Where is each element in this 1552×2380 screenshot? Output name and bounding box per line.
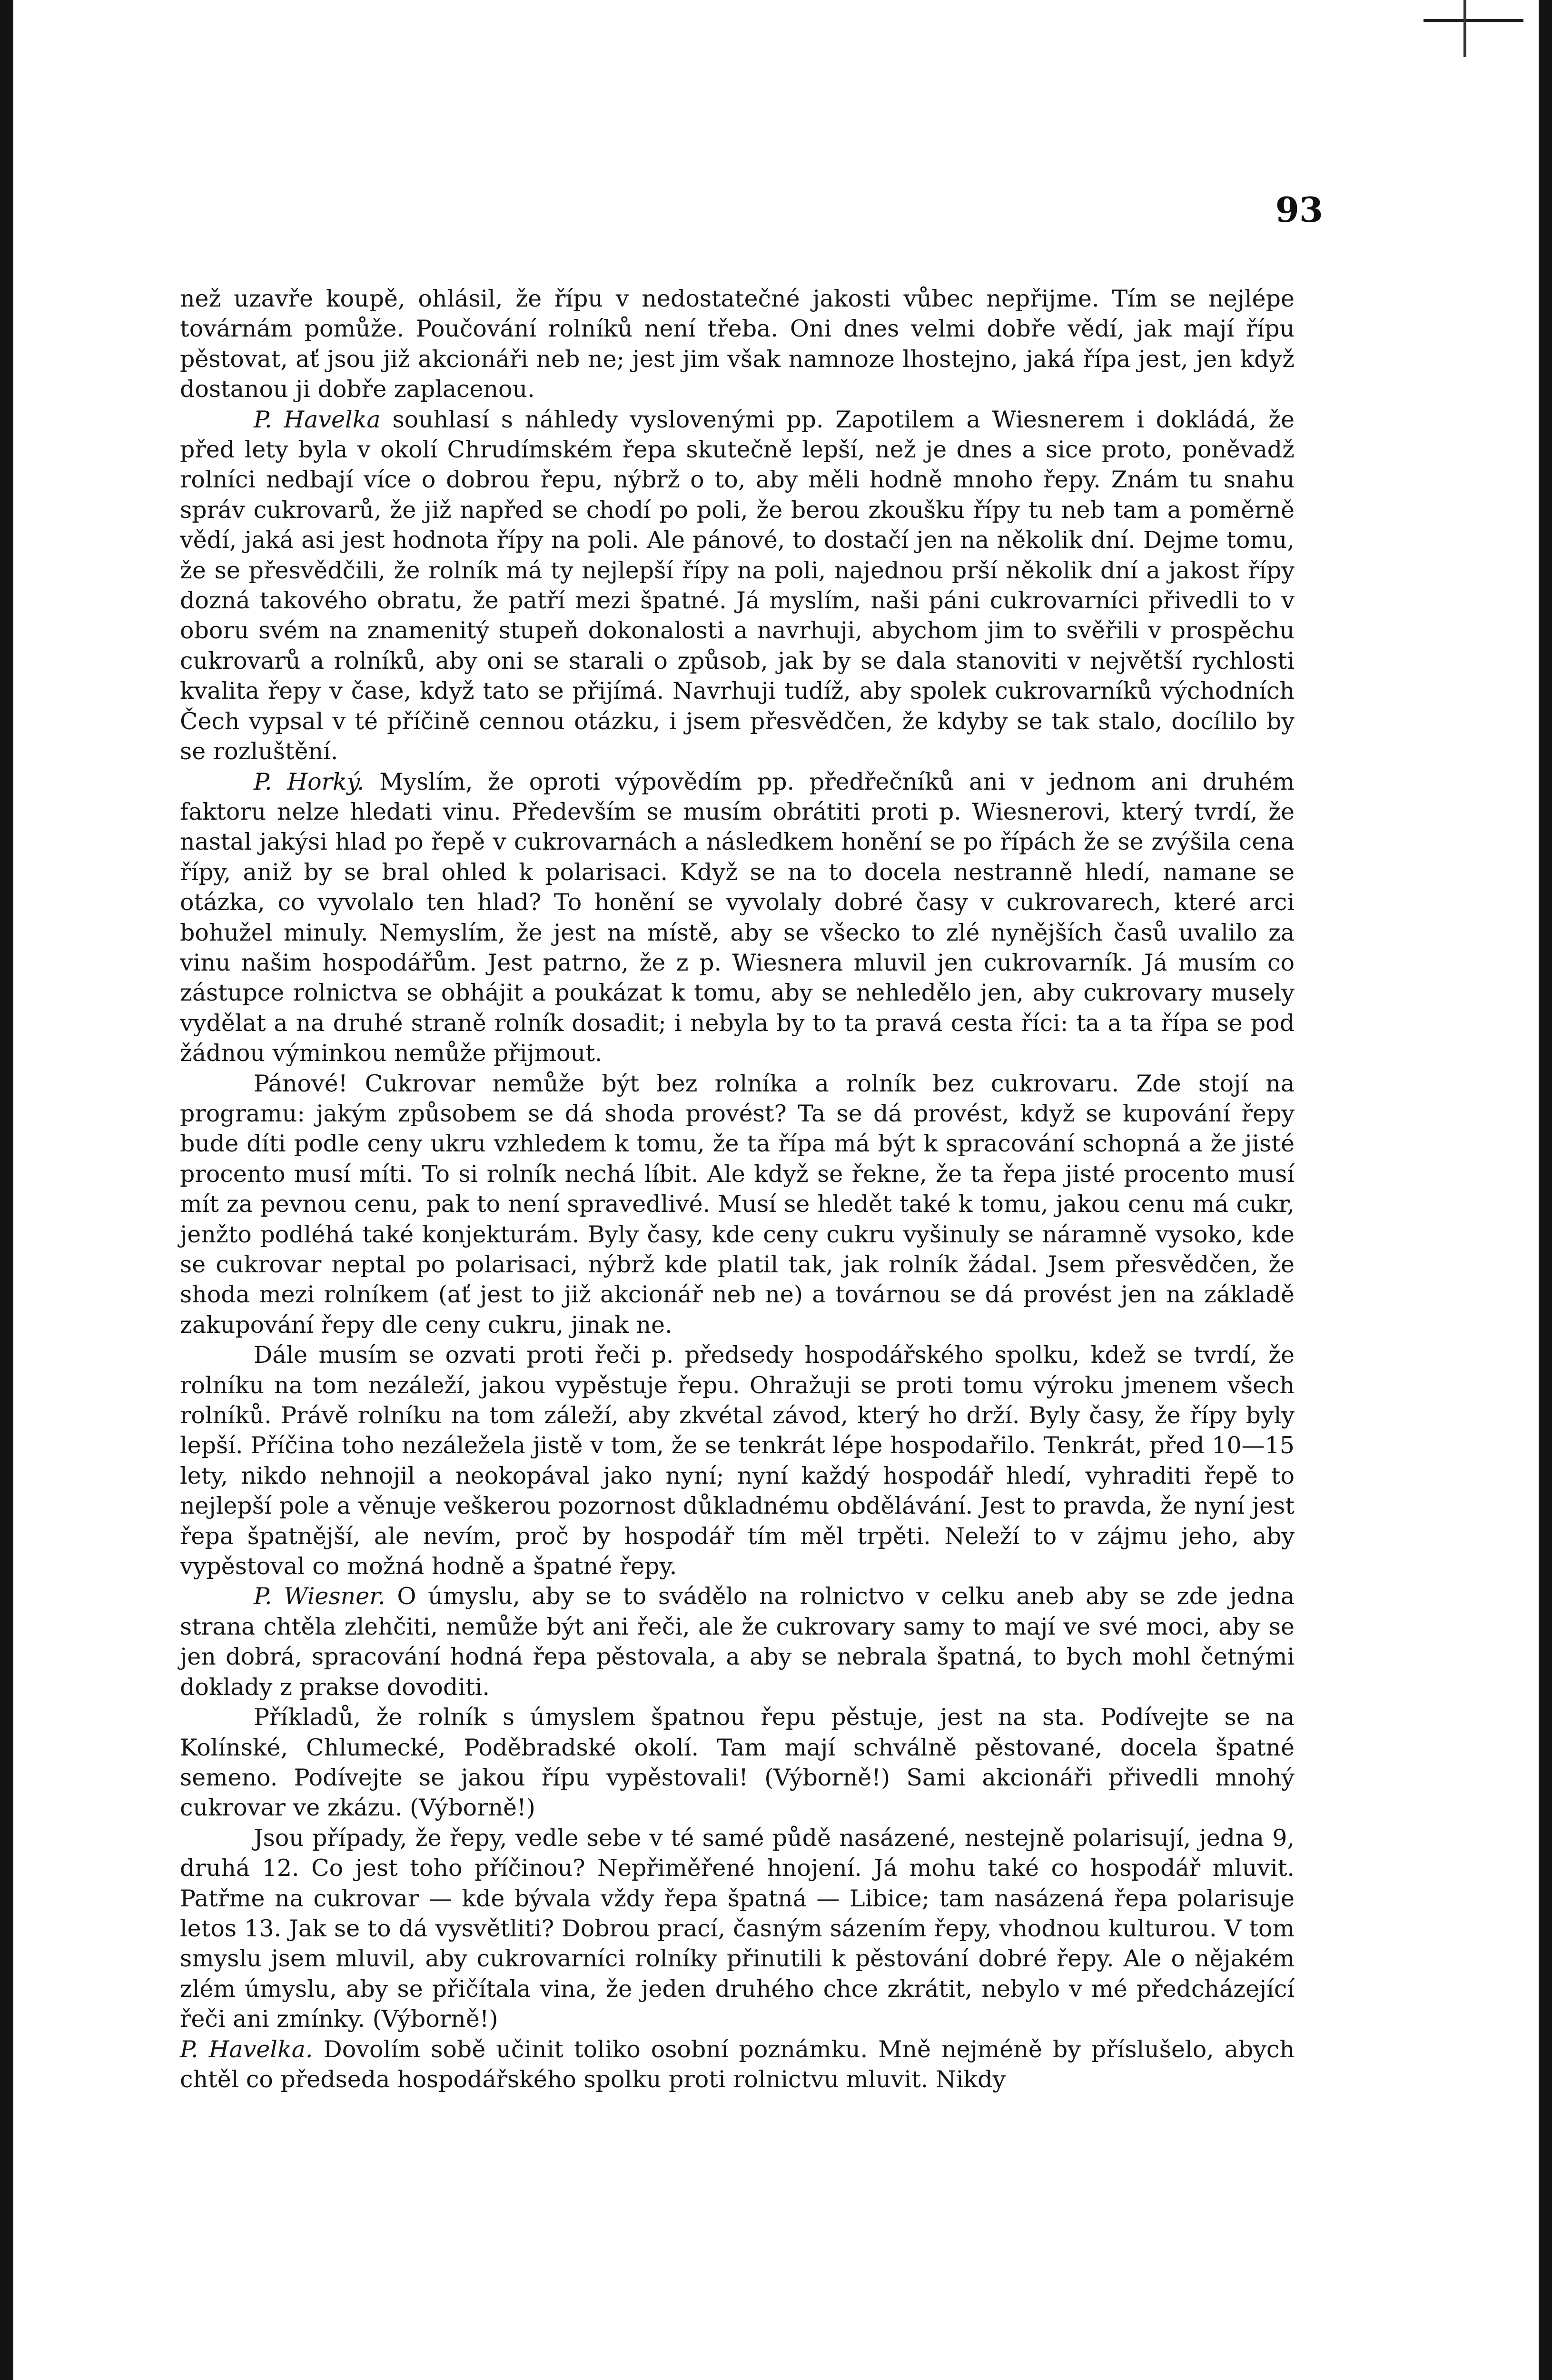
scan-border-left: [0, 0, 13, 2380]
scan-border-right: [1539, 0, 1552, 2380]
paragraph-text: Jsou případy, že řepy, vedle sebe v té samé půdě nasázené, nestejně polarisují, jedna 9, druhá 12. Co jest toho příčinou? Nepřiměřené hnojení. Já mohu také co hospodář mluvit. Patřme na cukrovar — kde bývala vždy řepa špatná — Libice; tam nasázená řepa polarisuje letos 13. Jak se to dá vysvětliti? Dobrou prací, časným sázením řepy, vhodnou kulturou. V tom smyslu jsem mluvil, aby cukrovarníci rolníky přinutili k pěstování dobré řepy. Ale o nějakém zlém úmyslu, aby se přičítala vina, že jeden druhého chce zkrátit, nebylo v mé předcházející řeči ani zmínky. (Výborně!): [180, 1824, 1295, 2033]
paragraph: [180, 1069, 1295, 1340]
body-text: [180, 284, 1295, 2094]
paragraph-text: Dovolím sobě učinit toliko osobní poznámku. Mně nejméně by příslušelo, abych chtěl co předseda hospodářského spolku proti rolnictvu mluvit. Nikdy: [180, 2035, 1295, 2093]
speaker-name: P. Horký.: [254, 768, 365, 795]
scan-corner-mark-vertical: [1463, 0, 1466, 57]
paragraph: [180, 1823, 1295, 2034]
paragraph: [180, 2034, 1295, 2095]
paragraph: [180, 767, 1295, 1069]
paragraph-text: Myslím, že oproti výpovědím pp. předřečníků ani v jednom ani druhém faktoru nelze hledati vinu. Především se musím obrátiti proti p. Wiesnerovi, který tvrdí, že nastal jakýsi hlad po řepě v cukrovarnách a následkem honění se po řípách že se zvýšila cena řípy, aniž by se bral ohled k polarisaci. Když se na to docela nestranně hledí, namane se otázka, co vyvolalo ten hlad? To honění se vyvolaly dobré časy v cukrovarech, které arci bohužel minuly. Nemyslím, že jest na místě, aby se všecko to zlé nynějších časů uvalilo za vinu našim hospodářům. Jest patrno, že z p. Wiesnera mluvil jen cukrovarník. Já musím co zástupce rolnictva se obhájit a poukázat k tomu, aby se nehledělo jen, aby cukrovary musely vydělat a na druhé straně rolník dosadit; i nebyla by to ta pravá cesta říci: ta a ta řípa se pod žádnou výminkou nemůže přijmout.: [180, 768, 1295, 1067]
paragraph: [180, 284, 1295, 405]
speaker-name: P. Havelka: [254, 406, 381, 433]
paragraph: [180, 405, 1295, 767]
scan-corner-mark: [1423, 19, 1523, 22]
paragraph: [180, 1581, 1295, 1702]
paragraph-text: Příkladů, že rolník s úmyslem špatnou řepu pěstuje, jest na sta. Podívejte se na Kolínské, Chlumecké, Poděbradské okolí. Tam mají schválně pěstované, docela špatné semeno. Podívejte se jakou řípu vypěstovali! (Výborně!) Sami akcionáři přivedli mnohý cukrovar ve zkázu. (Výborně!): [180, 1704, 1295, 1822]
paragraph-text: souhlasí s náhledy vyslovenými pp. Zapotilem a Wiesnerem i dokládá, že před lety byla v okolí Chrudímském řepa skutečně lepší, než je dnes a sice proto, poněvadž rolníci nedbají více o dobrou řepu, nýbrž o to, aby měli hodně mnoho řepy. Znám tu snahu správ cukrovarů, že již napřed se chodí po poli, že berou zkoušku řípy tu neb tam a poměrně vědí, jaká asi jest hodnota řípy na poli. Ale pánové, to dostačí jen na několik dní. Dejme tomu, že se přesvědčili, že rolník má ty nejlepší řípy na poli, najednou prší několik dní a jakost řípy dozná takového obratu, že patří mezi špatné. Já myslím, naši páni cukrovarníci přivedli to v oboru svém na znamenitý stupeň dokonalosti a navrhuji, abychom jim to svěřili v prospěchu cukrovarů a rolníků, aby oni se starali o způsob, jak by se dala stanoviti v největší rychlosti kvalita řepy v čase, když tato se přijímá. Navrhuji tudíž, aby spolek cukrovarníků východních Čech vypsal v té příčině cennou otázku, i jsem přesvědčen, že kdyby se tak stalo, docílilo by se rozluštění.: [180, 406, 1295, 765]
paragraph-text: Pánové! Cukrovar nemůže být bez rolníka a rolník bez cukrovaru. Zde stojí na programu: jakým způsobem se dá shoda provést? Ta se dá provést, když se kupování řepy bude díti podle ceny ukru vzhledem k tomu, že ta řípa má být k spracování schopná a že jisté procento musí míti. To si rolník nechá líbit. Ale když se řekne, že ta řepa jisté procento musí mít za pevnou cenu, pak to není spravedlivé. Musí se hledět také k tomu, jakou cenu má cukr, jenžto podléhá také konjekturám. Byly časy, kde ceny cukru vyšinuly se náramně vysoko, kde se cukrovar neptal po polarisaci, nýbrž kde platil tak, jak rolník žádal. Jsem přesvědčen, že shoda mezi rolníkem (ať jest to již akcionář neb ne) a továrnou se dá provést jen na základě zakupování řepy dle ceny cukru, jinak ne.: [180, 1070, 1295, 1339]
page-number: 93: [1275, 189, 1323, 230]
paragraph: [180, 1702, 1295, 1823]
paragraph: [180, 1340, 1295, 1581]
speaker-name: P. Wiesner.: [254, 1583, 386, 1610]
paragraph-text: než uzavře koupě, ohlásil, že řípu v nedostatečné jakosti vůbec nepřijme. Tím se nejlépe továrnám pomůže. Poučování rolníků není třeba. Oni dnes velmi dobře vědí, jak mají řípu pěstovat, ať jsou již akcionáři neb ne; jest jim však namnoze lhostejno, jaká řípa jest, jen když dostanou ji dobře zaplacenou.: [180, 285, 1295, 403]
paragraph-text: O úmyslu, aby se to svádělo na rolnictvo v celku aneb aby se zde jedna strana chtěla zlehčiti, nemůže být ani řeči, ale že cukrovary samy to mají ve své moci, aby se jen dobrá, spracování hodná řepa pěstovala, a aby se nebrala špatná, to bych mohl četnými doklady z prakse dovoditi.: [180, 1583, 1295, 1701]
speaker-name: P. Havelka.: [180, 2035, 313, 2063]
paragraph-text: Dále musím se ozvati proti řeči p. předsedy hospodářského spolku, kdež se tvrdí, že rolníku na tom nezáleží, jakou vypěstuje řepu. Ohražuji se proti tomu výroku jmenem všech rolníků. Právě rolníku na tom záleží, aby zkvétal závod, který ho drží. Byly časy, že řípy byly lepší. Příčina toho nezáležela jistě v tom, že se tenkrát lépe hospodařilo. Tenkrát, před 10—15 lety, nikdo nehnojil a neokopával jako nyní; nyní každý hospodář hledí, vyhraditi řepě to nejlepší pole a věnuje veškerou pozornost důkladnému obdělávání. Jest to pravda, že nyní jest řepa špatnější, ale nevím, proč by hospodář tím měl trpěti. Neleží to v zájmu jeho, aby vypěstoval co možná hodně a špatné řepy.: [180, 1341, 1295, 1580]
